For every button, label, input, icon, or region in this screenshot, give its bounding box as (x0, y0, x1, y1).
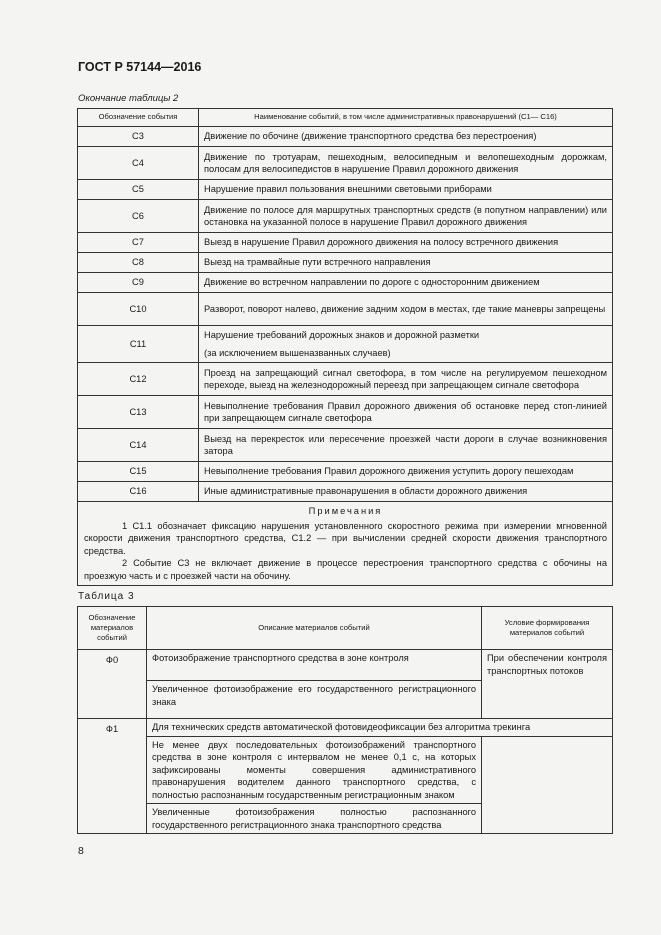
table-row (78, 233, 613, 253)
event-description-text: Невыполнение требования Правил дорожного движения об остановке перед стоп-линией при запрещающем сигнале светофора (204, 400, 607, 423)
event-description (199, 147, 613, 180)
table-row (78, 363, 613, 396)
event-description-text: Движение по тротуарам, пешеходным, велосипедным и велопешеходным дорожкам, полосам для велосипедистов в нарушение Правил дорожного движения (204, 151, 607, 174)
event-code: С6 (78, 200, 199, 233)
table-row (78, 396, 613, 429)
event-description-text: Невыполнение требования Правил дорожного движения уступить дорогу пешеходам (204, 466, 574, 477)
event-description (199, 363, 613, 396)
table-header-row (78, 607, 613, 650)
material-code: Ф1 (78, 719, 147, 834)
event-description (199, 429, 613, 462)
column-header: Описание материалов событий (147, 607, 482, 650)
table-row (78, 147, 613, 180)
table3-caption: Таблица 3 (78, 591, 135, 602)
table-row (78, 736, 613, 804)
event-code: С11 (78, 326, 199, 363)
event-description-text: Иные административные правонарушения в области дорожного движения (204, 486, 528, 497)
table-header-row (78, 109, 613, 127)
event-description (199, 482, 613, 502)
material-span-description: Для технических средств автоматической фотовидеофиксации без алгоритма трекинга (147, 719, 613, 737)
material-description: Увеличенное фотоизображение его государственного регистрационного знака (147, 681, 482, 719)
event-description-text: Разворот, поворот налево, движение задним ходом в местах, где такие маневры запрещены (204, 303, 606, 314)
notes (78, 502, 613, 586)
table-row (78, 253, 613, 273)
event-description (199, 127, 613, 147)
table-row (78, 200, 613, 233)
event-code: С5 (78, 180, 199, 200)
event-code: С4 (78, 147, 199, 180)
note-item: 2 Событие С3 не включает движение в процессе перестроения транспортного средства с обочины на проезжую часть и с проезжей части на обочину. (84, 558, 607, 581)
table-row (78, 293, 613, 326)
column-header: Условие формирования материалов событий (482, 607, 613, 650)
table-row (78, 719, 613, 737)
event-code: С3 (78, 127, 199, 147)
column-header: Обозначение материалов событий (78, 607, 147, 650)
event-description (199, 253, 613, 273)
event-description (199, 326, 613, 363)
table-3 (77, 606, 613, 834)
material-description: Фотоизображение транспортного средства в зоне контроля (147, 650, 482, 681)
event-description (199, 233, 613, 253)
material-description: Увеличенные фотоизображения полностью распознанного государственного регистрационного знака транспортного средства (147, 804, 482, 834)
event-code: С10 (78, 293, 199, 326)
event-code: С12 (78, 363, 199, 396)
event-description-text: Движение во встречном направлении по дороге с односторонним движением (204, 277, 540, 288)
event-description-text: Выезд на перекресток или пересечение проезжей части дороги в случае возникновения затора (204, 433, 607, 456)
event-description (199, 273, 613, 293)
event-description (199, 396, 613, 429)
event-code: С9 (78, 273, 199, 293)
event-code: С16 (78, 482, 199, 502)
table-2 (77, 108, 613, 586)
event-code: С13 (78, 396, 199, 429)
event-description-text: (за исключением вышеназванных случаев) (204, 347, 391, 358)
page-number: 8 (78, 845, 84, 857)
event-code: С14 (78, 429, 199, 462)
notes-row (78, 502, 613, 586)
material-condition-empty (482, 736, 613, 834)
table-row (78, 127, 613, 147)
event-description-text: Проезд на запрещающий сигнал светофора, в том числе на регулируемом пешеходном переходе, выезд на железнодорожный переезд при запрещающем сигнале светофора (204, 367, 607, 390)
event-description-text: Выезд на трамвайные пути встречного направления (204, 257, 431, 268)
event-description-text: Движение по полосе для маршрутных транспортных средств (в попутном направлении) или остановка на указанной полосе в нарушение Правил дорожного движения (204, 204, 607, 227)
column-header: Наименование событий, в том числе административных правонарушений (С1— С16) (199, 109, 613, 127)
material-condition: При обеспечении контроля транспортных потоков (482, 650, 613, 719)
event-description-text: Нарушение правил пользования внешними световыми приборами (204, 184, 492, 195)
event-code: С15 (78, 462, 199, 482)
event-description-text: Нарушение требований дорожных знаков и дорожной разметки (204, 330, 480, 340)
column-header: Обозначение события (78, 109, 199, 127)
event-description (199, 293, 613, 326)
event-description-text: Движение по обочине (движение транспортного средства без перестроения) (204, 131, 537, 142)
table-row (78, 326, 613, 363)
event-code: С7 (78, 233, 199, 253)
table-row (78, 650, 613, 681)
note-item: 1 С1.1 обозначает фиксацию нарушения установленного скоростного режима при измерении мгновенной скорости движения транспортного средства, С1.2 — при вычислении средней скорости движения транспортного средства. (84, 520, 607, 556)
table2-caption: Окончание таблицы 2 (78, 93, 179, 104)
table-row (78, 180, 613, 200)
event-description (199, 200, 613, 233)
event-code: С8 (78, 253, 199, 273)
page-header: ГОСТ Р 57144—2016 (78, 60, 202, 74)
table-row (78, 273, 613, 293)
event-description (199, 462, 613, 482)
event-description (199, 180, 613, 200)
event-description-text: Выезд в нарушение Правил дорожного движения на полосу встречного движения (204, 237, 559, 248)
table-row (78, 462, 613, 482)
material-description: Не менее двух последовательных фотоизображений транспортного средства в зоне контроля с интервалом не менее 0,1 с, на которых зафиксированы моменты совершения административного правонарушения водителем данного транспортного средства, с полностью распознанным государственным регистрационным знаком (147, 736, 482, 804)
table-row (78, 482, 613, 502)
material-code: Ф0 (78, 650, 147, 719)
table-row (78, 429, 613, 462)
notes-title: Примечания (308, 506, 383, 516)
